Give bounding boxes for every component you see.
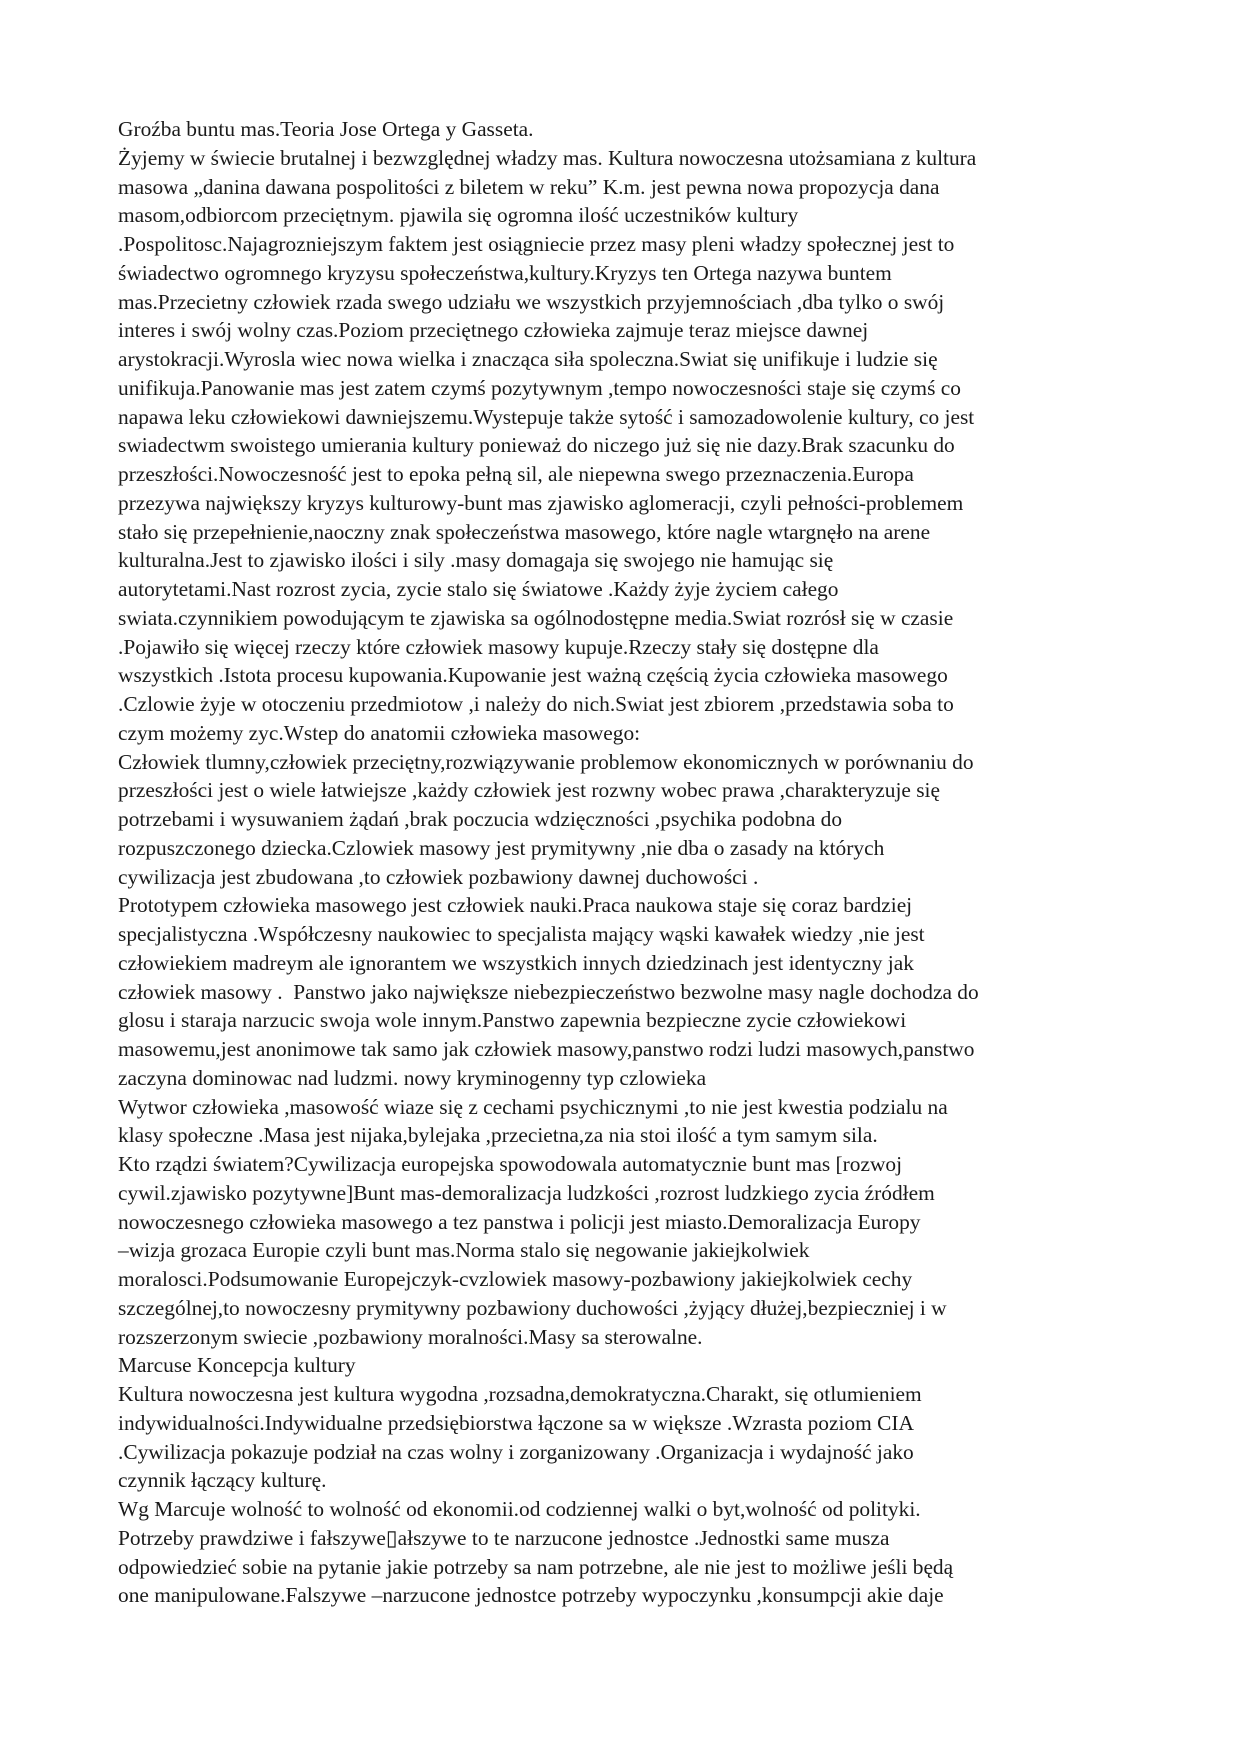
document-title-line: Groźba buntu mas.Teoria Jose Ortega y Gasseta. [118,117,534,141]
text-line: napawa leku człowiekowi dawniejszemu.Wystepuje także sytość i samozadowolenie kultury, co jest [118,404,975,429]
text-line: swiadectwm swoistego umierania kultury ponieważ do niczego już się nie dazy.Brak szacunku do [118,433,955,458]
text-line: zaczyna dominowac nad ludzmi. nowy kryminogenny typ czlowieka [118,1065,707,1090]
text-line: odpowiedzieć sobie na pytanie jakie potrzeby sa nam potrzebne, ale nie jest to możliwe jeśli będą [118,1554,954,1579]
text-line: przezywa największy kryzys kulturowy-bunt mas zjawisko aglomeracji, czyli pełności-problemem [118,490,964,515]
text-line: Prototypem człowieka masowego jest człowiek nauki.Praca naukowa staje się coraz bardziej [118,893,913,918]
text-line: Kto rządzi światem?Cywilizacja europejska spowodowala automatycznie bunt mas [rozwoj [118,1152,903,1176]
text-line: .Pojawiło się więcej rzeczy które człowiek masowy kupuje.Rzeczy stały się dostępne dla [118,634,879,659]
text-line: swiata.czynnikiem powodującym te zjawiska sa ogólnodostępne media.Swiat rozrósł się w czasie [118,605,954,630]
text-line: masom,odbiorcom przeciętnym. pjawila się ogromna ilość uczestników kultury [118,203,799,228]
text-line: człowiekiem madreym ale ignorantem we wszystkich innych dziedzinach jest identyczny jak [118,950,914,975]
text-line: moralosci.Podsumowanie Europejczyk-cvzlowiek masowy-pozbawiony jakiejkolwiek cechy [118,1267,913,1291]
text-line: Kultura nowoczesna jest kultura wygodna ,rozsadna,demokratyczna.Charakt, się otlumieniem [118,1382,922,1406]
text-line: .Cywilizacja pokazuje podział na czas wolny i zorganizowany .Organizacja i wydajność jako [118,1439,914,1464]
text-line: mas.Przecietny człowiek rzada swego udziału we wszystkich przyjemnościach ,dba tylko o swój [118,289,945,314]
text-line: kulturalna.Jest to zjawisko ilości i sily .masy domagaja się swojego nie hamując się [118,548,834,573]
text-line: masowa „danina dawana pospolitości z biletem w reku” K.m. jest pewna nowa propozycja dana [118,174,940,199]
text-line: specjalistyczna .Współczesny naukowiec to specjalista mający wąski kawałek wiedzy ,nie jest [118,922,925,946]
text-line: rozpuszczonego dziecka.Czlowiek masowy jest prymitywny ,nie dba o zasady na których [118,835,885,860]
text-line: –wizja grozaca Europie czyli bunt mas.Norma stalo się negowanie jakiejkolwiek [118,1238,810,1263]
text-line: interes i swój wolny czas.Poziom przeciętnego człowieka zajmuje teraz miejsce dawnej [118,318,869,343]
text-line: cywilizacja jest zbudowana ,to człowiek pozbawiony dawnej duchowości . [118,864,759,889]
text-line: stało się przepełnienie,naoczny znak społeczeństwa masowego, które nagle wtargnęło na arene [118,519,931,544]
text-line: autorytetami.Nast rozrost zycia, zycie stalo się światowe .Każdy żyje życiem całego [118,577,839,601]
text-line: Marcuse Koncepcja kultury [118,1353,356,1378]
text-line: .Pospolitosc.Najagrozniejszym faktem jest osiągniecie przez masy pleni władzy społecznej jest to [118,232,955,256]
text-line: Wytwor człowieka ,masowość wiaze się z cechami psychicznymi ,to nie jest kwestia podzialu na [118,1094,948,1119]
text-line: świadectwo ogromnego kryzysu społeczeństwa,kultury.Kryzys ten Ortega nazywa buntem [118,260,892,285]
text-line: indywidualności.Indywidualne przedsiębiorstwa łączone sa w większe .Wzrasta poziom CIA [118,1410,914,1435]
text-line: szczególnej,to nowoczesny prymitywny pozbawiony duchowości ,żyjący dłużej,bezpieczniej i w [118,1295,947,1320]
document-page [118,115,1128,1610]
text-line: klasy społeczne .Masa jest nijaka,bylejaka ,przecietna,za nia stoi ilość a tym samym sila. [118,1123,878,1148]
text-line: potrzebami i wysuwaniem żądań ,brak poczucia wdzięczności ,psychika podobna do [118,807,843,831]
text-line: człowiek masowy . Panstwo jako największe niebezpieczeństwo bezwolne masy nagle dochodza do [118,979,979,1004]
text-line: przeszłości.Nowoczesność jest to epoka pełną sil, ale niepewna swego przeznaczenia.Europa [118,462,914,486]
text-line: Potrzeby prawdziwe i fałszywe▯ałszywe to te narzucone jednostce .Jednostki same musza [118,1525,890,1550]
text-line: Człowiek tlumny,człowiek przeciętny,rozwiązywanie problemow ekonomicznych w porównaniu do [118,749,974,774]
text-line: masowemu,jest anonimowe tak samo jak człowiek masowy,panstwo rodzi ludzi masowych,panstwo [118,1037,975,1061]
text-line: przeszłości jest o wiele łatwiejsze ,każdy człowiek jest rozwny wobec prawa ,charakteryzuje się [118,778,940,803]
text-line: Żyjemy w świecie brutalnej i bezwzględnej władzy mas. Kultura nowoczesna utożsamiana z kultura [118,145,977,170]
text-line: unifikuja.Panowanie mas jest zatem czymś pozytywnym ,tempo nowoczesności staje się czymś co [118,375,961,400]
text-line: arystokracji.Wyrosla wiec nowa wielka i znacząca siła spoleczna.Swiat się unifikuje i ludzie się [118,347,938,371]
text-line: wszystkich .Istota procesu kupowania.Kupowanie jest ważną częścią życia człowieka masowego [118,663,948,688]
text-line: one manipulowane.Falszywe –narzucone jednostce potrzeby wypoczynku ,konsumpcji akie daje [118,1583,944,1608]
text-line: czynnik łączący kulturę. [118,1468,327,1493]
text-line: glosu i staraja narzucic swoja wole innym.Panstwo zapewnia bezpieczne zycie człowiekowi [118,1008,907,1033]
text-line: .Czlowie żyje w otoczeniu przedmiotow ,i należy do nich.Swiat jest zbiorem ,przedstawia soba to [118,692,954,716]
text-line: Wg Marcuje wolność to wolność od ekonomii.od codziennej walki o byt,wolność od polityki. [118,1497,921,1521]
text-line: nowoczesnego człowieka masowego a tez panstwa i policji jest miasto.Demoralizacja Europy [118,1209,921,1234]
text-line: rozszerzonym swiecie ,pozbawiony moralności.Masy sa sterowalne. [118,1324,703,1349]
text-line: cywil.zjawisko pozytywne]Bunt mas-demoralizacja ludzkości ,rozrost ludzkiego zycia źródłem [118,1180,935,1205]
text-line: czym możemy zyc.Wstep do anatomii człowieka masowego: [118,720,641,745]
